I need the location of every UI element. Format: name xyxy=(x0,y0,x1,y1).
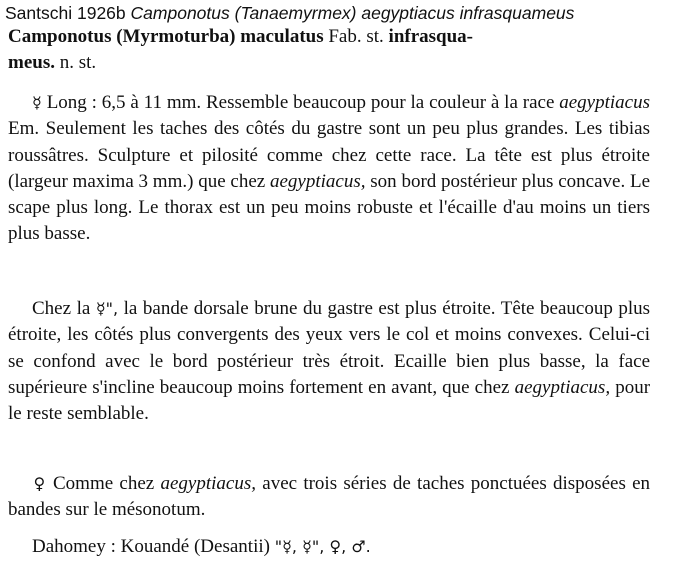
locality-castes: "☿, ☿", ♀, ♂. xyxy=(274,537,371,556)
worker-name-2: aegyptiacus, xyxy=(269,170,366,192)
minor-text-3: pour le reste semblable. xyxy=(8,376,651,425)
title-author: Fab. st. xyxy=(328,26,384,47)
title-genus: Camponotus (Myrmoturba) maculatus xyxy=(8,26,324,47)
page-header xyxy=(5,2,574,24)
worker-symbol-icon: ☿ xyxy=(32,93,42,112)
minor-worker-description xyxy=(8,296,650,427)
minor-text-2: la bande dorsale brune du gastre est plus étroite. Tête beaucoup plus étroite, les côtés plus convergents des yeux vers le col et moins convexes. Celui-ci se confond avec le bord postérieur très étroit. Ecaille bien plus basse, la face supérieure s'incline beaucoup moins fortement en avant, que chez xyxy=(8,298,651,398)
locality-text: Dahomey : Kouandé (Desantii) xyxy=(32,536,270,557)
worker-text-3: son bord postérieur plus concave. Le scape plus long. Le thorax est un peu moins robuste et l'écaille d'au moins un tiers plus basse. xyxy=(8,170,651,245)
title-name-part2: meus. xyxy=(8,52,55,74)
species-name: Camponotus (Tanaemyrmex) aegyptiacus infrasquameus xyxy=(130,3,575,23)
worker-name-1: aegyptiacus xyxy=(559,92,651,113)
female-description xyxy=(8,471,650,524)
female-symbol-icon: ♀ xyxy=(32,474,47,493)
taxon-title xyxy=(8,24,650,77)
locality-record xyxy=(8,534,650,560)
title-name-part1: infrasqua- xyxy=(388,26,474,47)
worker-text-2: Em. Seulement les taches des côtés du gastre sont un peu plus grandes. Les tibias roussâtres. Sculpture et pilosité comme chez cette race. La tête est plus étroite (largeur maxima 3 mm.) que chez xyxy=(8,118,650,192)
title-status: n. st. xyxy=(59,52,97,74)
worker-text-1: Long : 6,5 à 11 mm. Ressemble beaucoup pour la couleur à la race xyxy=(46,92,555,113)
citation: Santschi 1926b xyxy=(5,3,126,23)
minor-name: aegyptiacus, xyxy=(514,376,611,398)
female-text-1: Comme chez xyxy=(53,473,155,494)
minor-symbol-icon: ☿", xyxy=(95,299,119,318)
worker-description xyxy=(8,90,650,248)
female-name: aegyptiacus, xyxy=(160,473,256,494)
female-text-2: avec trois séries de taches ponctuées disposées en bandes sur le mésonotum. xyxy=(8,473,651,521)
minor-text-1: Chez la xyxy=(32,298,91,319)
